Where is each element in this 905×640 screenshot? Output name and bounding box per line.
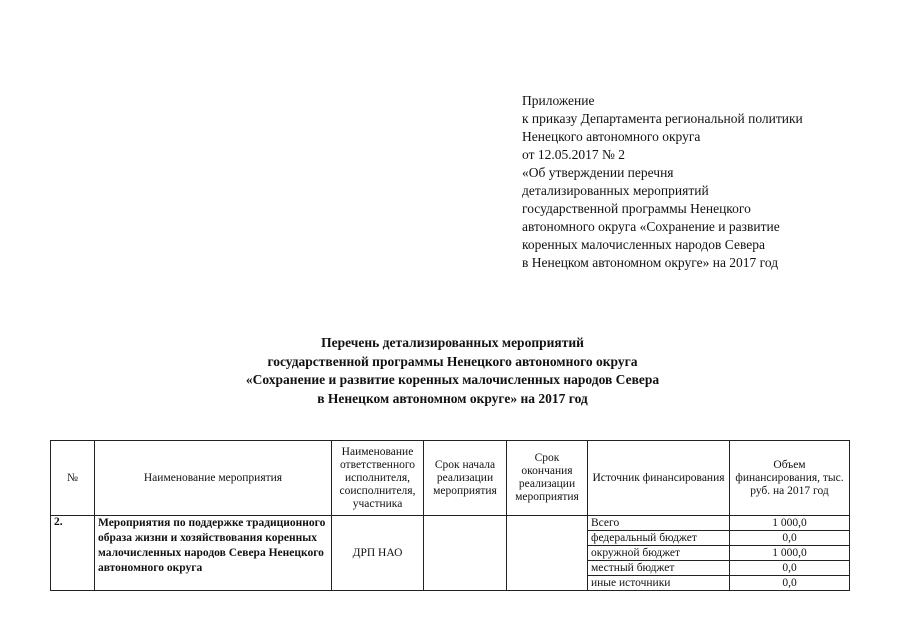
header-event-name: Наименование мероприятия: [95, 441, 332, 516]
appendix-line: Приложение: [522, 93, 595, 108]
header-funding-source: Источник финансирования: [588, 441, 730, 516]
table-header-row: [51, 441, 850, 516]
header-funding-amount: Объем финансирования, тыс. руб. на 2017 год: [730, 441, 850, 516]
appendix-block: [522, 92, 803, 272]
appendix-line: Ненецкого автономного округа: [522, 129, 701, 144]
funding-source: окружной бюджет: [588, 546, 730, 561]
funding-amount: 0,0: [730, 531, 850, 546]
appendix-line: «Об утверждении перечня: [522, 165, 674, 180]
row-executor: ДРП НАО: [332, 516, 424, 591]
title-line: государственной программы Ненецкого автономного округа: [267, 353, 638, 369]
header-end-date: Срок окончания реализации мероприятия: [507, 441, 588, 516]
appendix-line: государственной программы Ненецкого: [522, 201, 751, 216]
funding-amount: 1 000,0: [730, 546, 850, 561]
funding-source: местный бюджет: [588, 561, 730, 576]
events-table: [50, 440, 850, 591]
funding-source: иные источники: [588, 576, 730, 591]
funding-amount: 0,0: [730, 576, 850, 591]
title-line: Перечень детализированных мероприятий: [321, 335, 584, 350]
document-title: [0, 334, 905, 408]
header-start-date: Срок начала реализации мероприятия: [424, 441, 507, 516]
appendix-line: коренных малочисленных народов Севера: [522, 237, 765, 252]
funding-amount: 0,0: [730, 561, 850, 576]
appendix-line: от 12.05.2017 № 2: [522, 147, 625, 162]
title-line: в Ненецком автономном округе» на 2017 год: [317, 390, 588, 406]
appendix-line: детализированных мероприятий: [522, 183, 709, 198]
funding-source: федеральный бюджет: [588, 531, 730, 546]
row-start-date: [424, 516, 507, 591]
row-number: 2.: [51, 516, 95, 591]
funding-amount: 1 000,0: [730, 516, 850, 531]
table-row: [51, 516, 850, 531]
funding-source: Всего: [588, 516, 730, 531]
title-line: «Сохранение и развитие коренных малочисленных народов Севера: [245, 372, 660, 387]
appendix-line: автономного округа «Сохранение и развитие: [522, 219, 780, 234]
appendix-line: к приказу Департамента региональной политики: [522, 111, 803, 126]
header-executor: Наименование ответственного исполнителя, соисполнителя, участника: [332, 441, 424, 516]
header-number: №: [51, 441, 95, 516]
appendix-line: в Ненецком автономном округе» на 2017 год: [522, 255, 779, 270]
row-end-date: [507, 516, 588, 591]
row-event-name: Мероприятия по поддержке традиционного образа жизни и хозяйствования коренных малочисленных народов Севера Ненецкого автономного округа: [95, 516, 332, 591]
